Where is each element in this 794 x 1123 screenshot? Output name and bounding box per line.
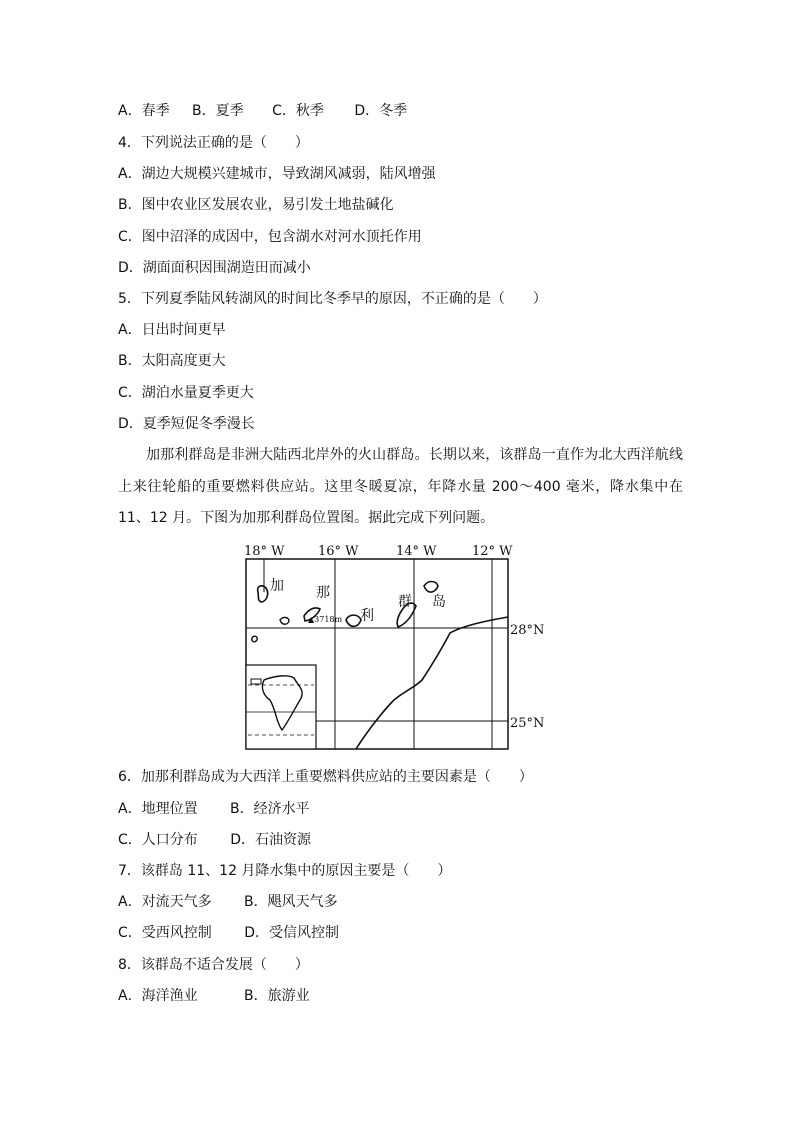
q3-option-d: D．冬季 <box>354 103 408 119</box>
q6-stem: 6．加那利群岛成为大西洋上重要燃料供应站的主要因素是（ ） <box>118 769 533 785</box>
q6-option-d: D．石油资源 <box>230 832 312 848</box>
lon-label-18w: 18° W <box>244 544 285 559</box>
q6-option-c: C．人口分布 <box>118 832 198 848</box>
canary-islands-map <box>236 540 546 755</box>
q6-option-b: B．经济水平 <box>230 801 310 817</box>
q5-stem: 5．下列夏季陆风转湖风的时间比冬季早的原因，不正确的是（ ） <box>118 291 547 307</box>
inset-frame <box>246 665 316 749</box>
q4-option-b: B．图中农业区发展农业，易引发土地盐碱化 <box>118 197 394 213</box>
q8-option-b: B．旅游业 <box>244 988 310 1004</box>
q6-options-row-1 <box>118 800 310 818</box>
map-char-5: 岛 <box>432 594 446 610</box>
island-la-gomera <box>280 617 289 624</box>
q4-option-c: C．图中沼泽的成因中，包含湖水对河水顶托作用 <box>118 229 422 245</box>
q7-option-d: D．受信风控制 <box>244 925 340 941</box>
q5-option-b: B．太阳高度更大 <box>118 353 226 369</box>
q3-option-a: A．春季 <box>118 103 170 119</box>
map-char-4: 群 <box>398 594 412 610</box>
q4-option-d: D．湖面面积因围湖造田而减小 <box>118 260 311 276</box>
q3-options-row <box>118 102 407 120</box>
map-char-3: 利 <box>360 608 374 624</box>
q7-options-row-1 <box>118 893 338 911</box>
island-el-hierro <box>252 636 257 641</box>
map-char-2: 那 <box>316 585 330 601</box>
q3-option-b: B．夏季 <box>192 103 244 119</box>
q5-option-c: C．湖泊水量夏季更大 <box>118 385 254 401</box>
peak-label: ▲3718m <box>308 615 343 624</box>
lon-label-16w: 16° W <box>318 544 359 559</box>
q5-option-a: A．日出时间更早 <box>118 322 226 338</box>
q4-option-a: A．湖边大规模兴建城市，导致湖风减弱，陆风增强 <box>118 166 436 182</box>
africa-coastline <box>356 617 508 749</box>
island-la-palma <box>258 586 268 602</box>
q7-stem: 7．该群岛 11、12 月降水集中的原因主要是（ ） <box>118 863 452 879</box>
lat-label-25n: 25°N <box>510 716 545 731</box>
lon-label-12w: 12° W <box>472 544 513 559</box>
lat-label-28n: 28°N <box>510 623 545 638</box>
q8-stem: 8．该群岛不适合发展（ ） <box>118 957 309 973</box>
lon-label-14w: 14° W <box>396 544 437 559</box>
q8-options-row <box>118 987 310 1005</box>
island-lanzarote <box>424 582 438 593</box>
q8-option-a: A．海洋渔业 <box>118 988 198 1004</box>
q5-option-d: D．夏季短促冬季漫长 <box>118 416 255 432</box>
q6-option-a: A．地理位置 <box>118 801 198 817</box>
map-char-1: 加 <box>270 578 284 594</box>
q7-option-a: A．对流天气多 <box>118 894 212 910</box>
island-gran-canaria <box>346 615 361 626</box>
q7-options-row-2 <box>118 924 339 942</box>
q4-stem: 4．下列说法正确的是（ ） <box>118 135 309 151</box>
q3-option-c: C．秋季 <box>272 103 324 119</box>
q6-options-row-2 <box>118 831 311 849</box>
africa-inset-map <box>246 665 316 749</box>
q7-option-c: C．受西风控制 <box>118 925 212 941</box>
passage: 加那利群岛是非洲大陆西北岸外的火山群岛。长期以来，该群岛一直作为北大西洋航线上来往轮船的重要燃料供应站。这里冬暖夏凉，年降水量 200～400 毫米，降水集中在 11、12 月。下图为加那利群岛位置图。据此完成下列问题。 <box>118 447 683 526</box>
q7-option-b: B．飓风天气多 <box>244 894 338 910</box>
